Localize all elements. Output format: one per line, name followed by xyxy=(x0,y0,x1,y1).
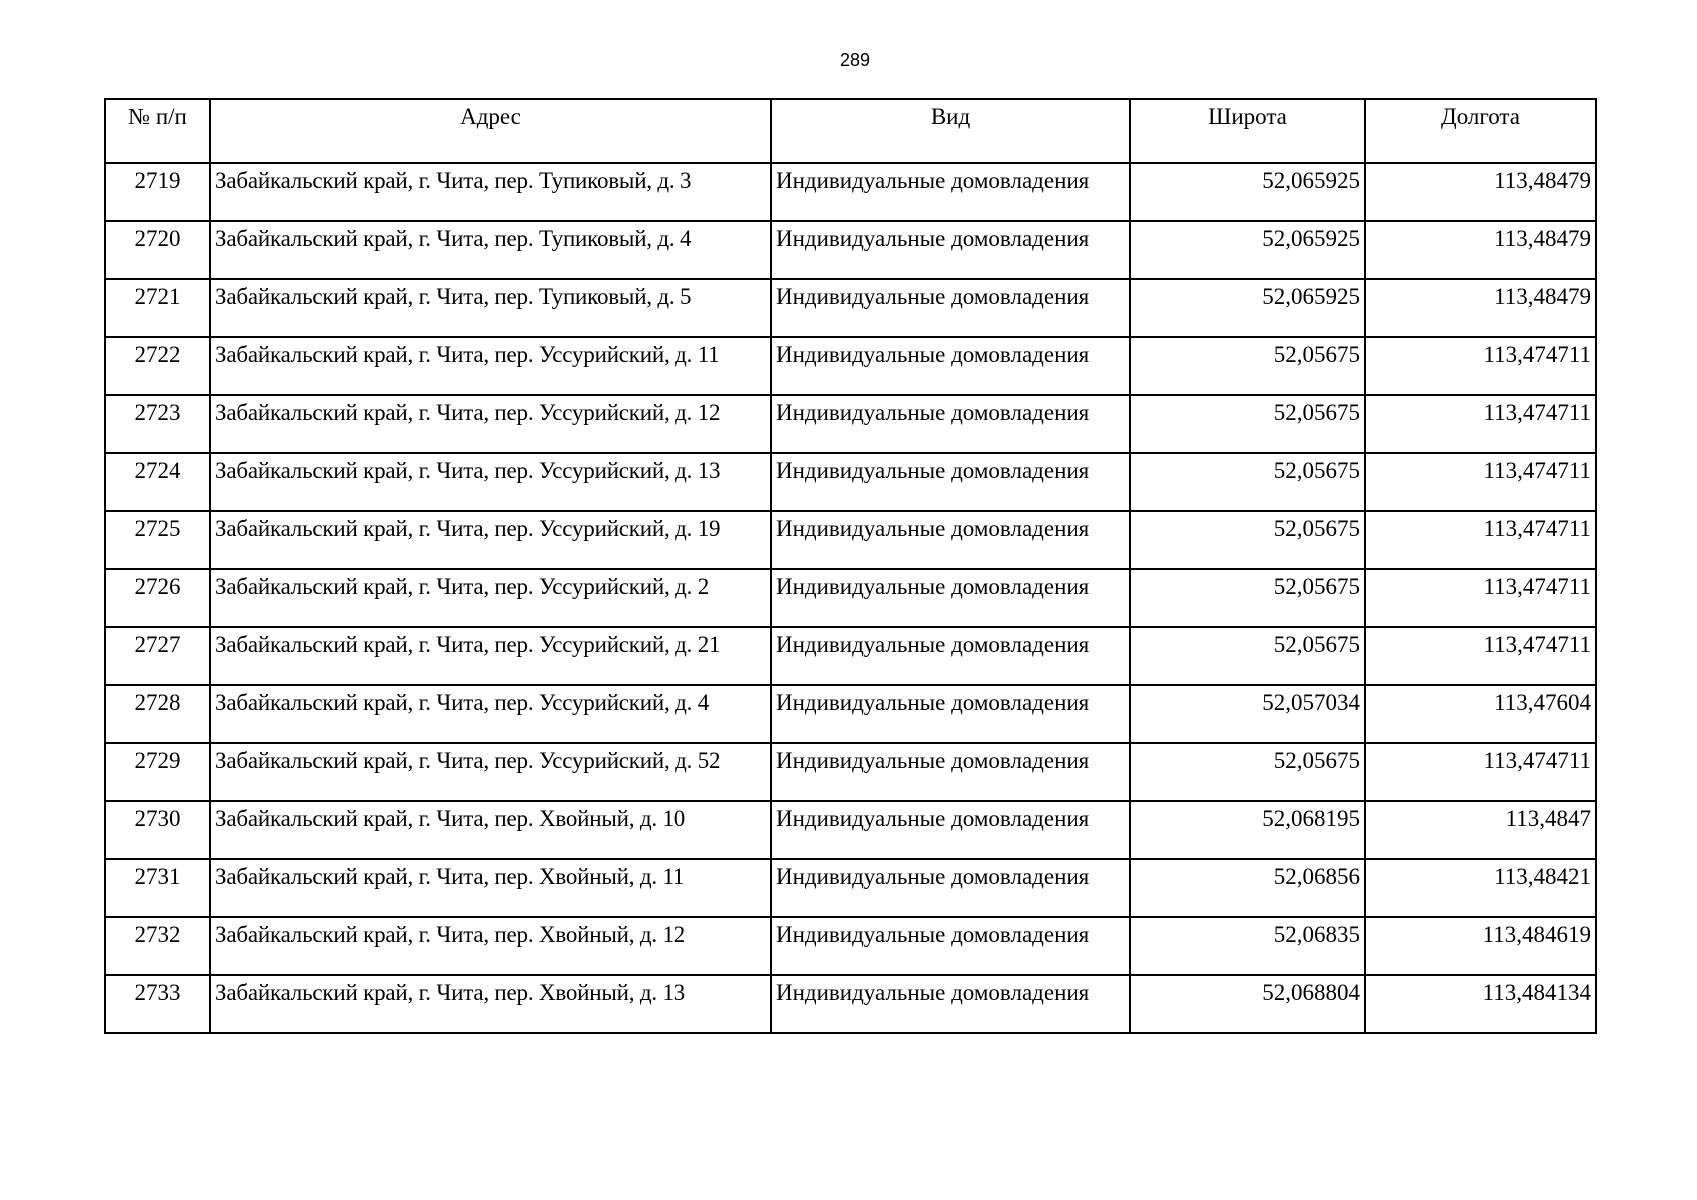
cell-longitude: 113,484134 xyxy=(1365,975,1596,1033)
cell-address: Забайкальский край, г. Чита, пер. Тупиковый, д. 4 xyxy=(210,221,771,279)
cell-number: 2727 xyxy=(105,627,210,685)
cell-latitude: 52,06835 xyxy=(1130,917,1365,975)
cell-number: 2731 xyxy=(105,859,210,917)
cell-kind: Индивидуальные домовладения xyxy=(771,395,1130,453)
cell-longitude: 113,474711 xyxy=(1365,627,1596,685)
cell-number: 2733 xyxy=(105,975,210,1033)
cell-latitude: 52,065925 xyxy=(1130,279,1365,337)
cell-kind: Индивидуальные домовладения xyxy=(771,743,1130,801)
cell-number: 2724 xyxy=(105,453,210,511)
cell-longitude: 113,474711 xyxy=(1365,743,1596,801)
table-row xyxy=(105,975,1596,1033)
cell-address: Забайкальский край, г. Чита, пер. Уссурийский, д. 12 xyxy=(210,395,771,453)
cell-address: Забайкальский край, г. Чита, пер. Уссурийский, д. 4 xyxy=(210,685,771,743)
cell-latitude: 52,057034 xyxy=(1130,685,1365,743)
cell-longitude: 113,4847 xyxy=(1365,801,1596,859)
cell-longitude: 113,474711 xyxy=(1365,511,1596,569)
cell-address: Забайкальский край, г. Чита, пер. Уссурийский, д. 2 xyxy=(210,569,771,627)
cell-latitude: 52,05675 xyxy=(1130,395,1365,453)
cell-number: 2732 xyxy=(105,917,210,975)
table-row xyxy=(105,511,1596,569)
cell-latitude: 52,05675 xyxy=(1130,743,1365,801)
cell-latitude: 52,05675 xyxy=(1130,511,1365,569)
cell-address: Забайкальский край, г. Чита, пер. Хвойный, д. 12 xyxy=(210,917,771,975)
cell-number: 2729 xyxy=(105,743,210,801)
cell-kind: Индивидуальные домовладения xyxy=(771,859,1130,917)
cell-latitude: 52,05675 xyxy=(1130,453,1365,511)
cell-kind: Индивидуальные домовладения xyxy=(771,569,1130,627)
cell-longitude: 113,474711 xyxy=(1365,395,1596,453)
cell-kind: Индивидуальные домовладения xyxy=(771,975,1130,1033)
header-address: Адрес xyxy=(210,99,771,163)
cell-number: 2725 xyxy=(105,511,210,569)
cell-address: Забайкальский край, г. Чита, пер. Уссурийский, д. 52 xyxy=(210,743,771,801)
cell-number: 2726 xyxy=(105,569,210,627)
cell-kind: Индивидуальные домовладения xyxy=(771,685,1130,743)
header-longitude: Долгота xyxy=(1365,99,1596,163)
cell-number: 2728 xyxy=(105,685,210,743)
cell-latitude: 52,068804 xyxy=(1130,975,1365,1033)
cell-number: 2719 xyxy=(105,163,210,221)
cell-number: 2730 xyxy=(105,801,210,859)
table-row xyxy=(105,743,1596,801)
header-latitude: Широта xyxy=(1130,99,1365,163)
cell-longitude: 113,484619 xyxy=(1365,917,1596,975)
cell-address: Забайкальский край, г. Чита, пер. Хвойный, д. 13 xyxy=(210,975,771,1033)
cell-kind: Индивидуальные домовладения xyxy=(771,279,1130,337)
table-row xyxy=(105,279,1596,337)
table-row xyxy=(105,569,1596,627)
cell-address: Забайкальский край, г. Чита, пер. Хвойный, д. 10 xyxy=(210,801,771,859)
table-row xyxy=(105,685,1596,743)
cell-kind: Индивидуальные домовладения xyxy=(771,511,1130,569)
table-row xyxy=(105,859,1596,917)
cell-address: Забайкальский край, г. Чита, пер. Хвойный, д. 11 xyxy=(210,859,771,917)
cell-kind: Индивидуальные домовладения xyxy=(771,801,1130,859)
cell-latitude: 52,05675 xyxy=(1130,627,1365,685)
cell-number: 2722 xyxy=(105,337,210,395)
cell-kind: Индивидуальные домовладения xyxy=(771,221,1130,279)
header-number: № п/п xyxy=(105,99,210,163)
cell-address: Забайкальский край, г. Чита, пер. Тупиковый, д. 5 xyxy=(210,279,771,337)
address-coordinates-table xyxy=(104,98,1597,1034)
table-header xyxy=(105,99,1596,163)
table-row xyxy=(105,801,1596,859)
table-row xyxy=(105,163,1596,221)
table-row xyxy=(105,627,1596,685)
table-row xyxy=(105,221,1596,279)
cell-address: Забайкальский край, г. Чита, пер. Уссурийский, д. 11 xyxy=(210,337,771,395)
header-kind: Вид xyxy=(771,99,1130,163)
cell-kind: Индивидуальные домовладения xyxy=(771,337,1130,395)
cell-latitude: 52,05675 xyxy=(1130,569,1365,627)
cell-longitude: 113,48479 xyxy=(1365,163,1596,221)
table-row xyxy=(105,337,1596,395)
cell-longitude: 113,474711 xyxy=(1365,569,1596,627)
table-body xyxy=(105,163,1596,1033)
cell-kind: Индивидуальные домовладения xyxy=(771,453,1130,511)
table-row xyxy=(105,395,1596,453)
cell-latitude: 52,065925 xyxy=(1130,163,1365,221)
cell-address: Забайкальский край, г. Чита, пер. Уссурийский, д. 13 xyxy=(210,453,771,511)
cell-kind: Индивидуальные домовладения xyxy=(771,627,1130,685)
cell-longitude: 113,48421 xyxy=(1365,859,1596,917)
cell-number: 2720 xyxy=(105,221,210,279)
cell-longitude: 113,474711 xyxy=(1365,453,1596,511)
cell-address: Забайкальский край, г. Чита, пер. Тупиковый, д. 3 xyxy=(210,163,771,221)
cell-kind: Индивидуальные домовладения xyxy=(771,163,1130,221)
cell-longitude: 113,474711 xyxy=(1365,337,1596,395)
table-row xyxy=(105,917,1596,975)
cell-kind: Индивидуальные домовладения xyxy=(771,917,1130,975)
cell-latitude: 52,06856 xyxy=(1130,859,1365,917)
table-row xyxy=(105,453,1596,511)
cell-address: Забайкальский край, г. Чита, пер. Уссурийский, д. 19 xyxy=(210,511,771,569)
cell-latitude: 52,05675 xyxy=(1130,337,1365,395)
cell-longitude: 113,48479 xyxy=(1365,221,1596,279)
cell-number: 2721 xyxy=(105,279,210,337)
cell-number: 2723 xyxy=(105,395,210,453)
cell-longitude: 113,47604 xyxy=(1365,685,1596,743)
cell-address: Забайкальский край, г. Чита, пер. Уссурийский, д. 21 xyxy=(210,627,771,685)
page-number: 289 xyxy=(839,50,871,70)
cell-latitude: 52,068195 xyxy=(1130,801,1365,859)
header-row xyxy=(105,99,1596,163)
cell-latitude: 52,065925 xyxy=(1130,221,1365,279)
cell-longitude: 113,48479 xyxy=(1365,279,1596,337)
